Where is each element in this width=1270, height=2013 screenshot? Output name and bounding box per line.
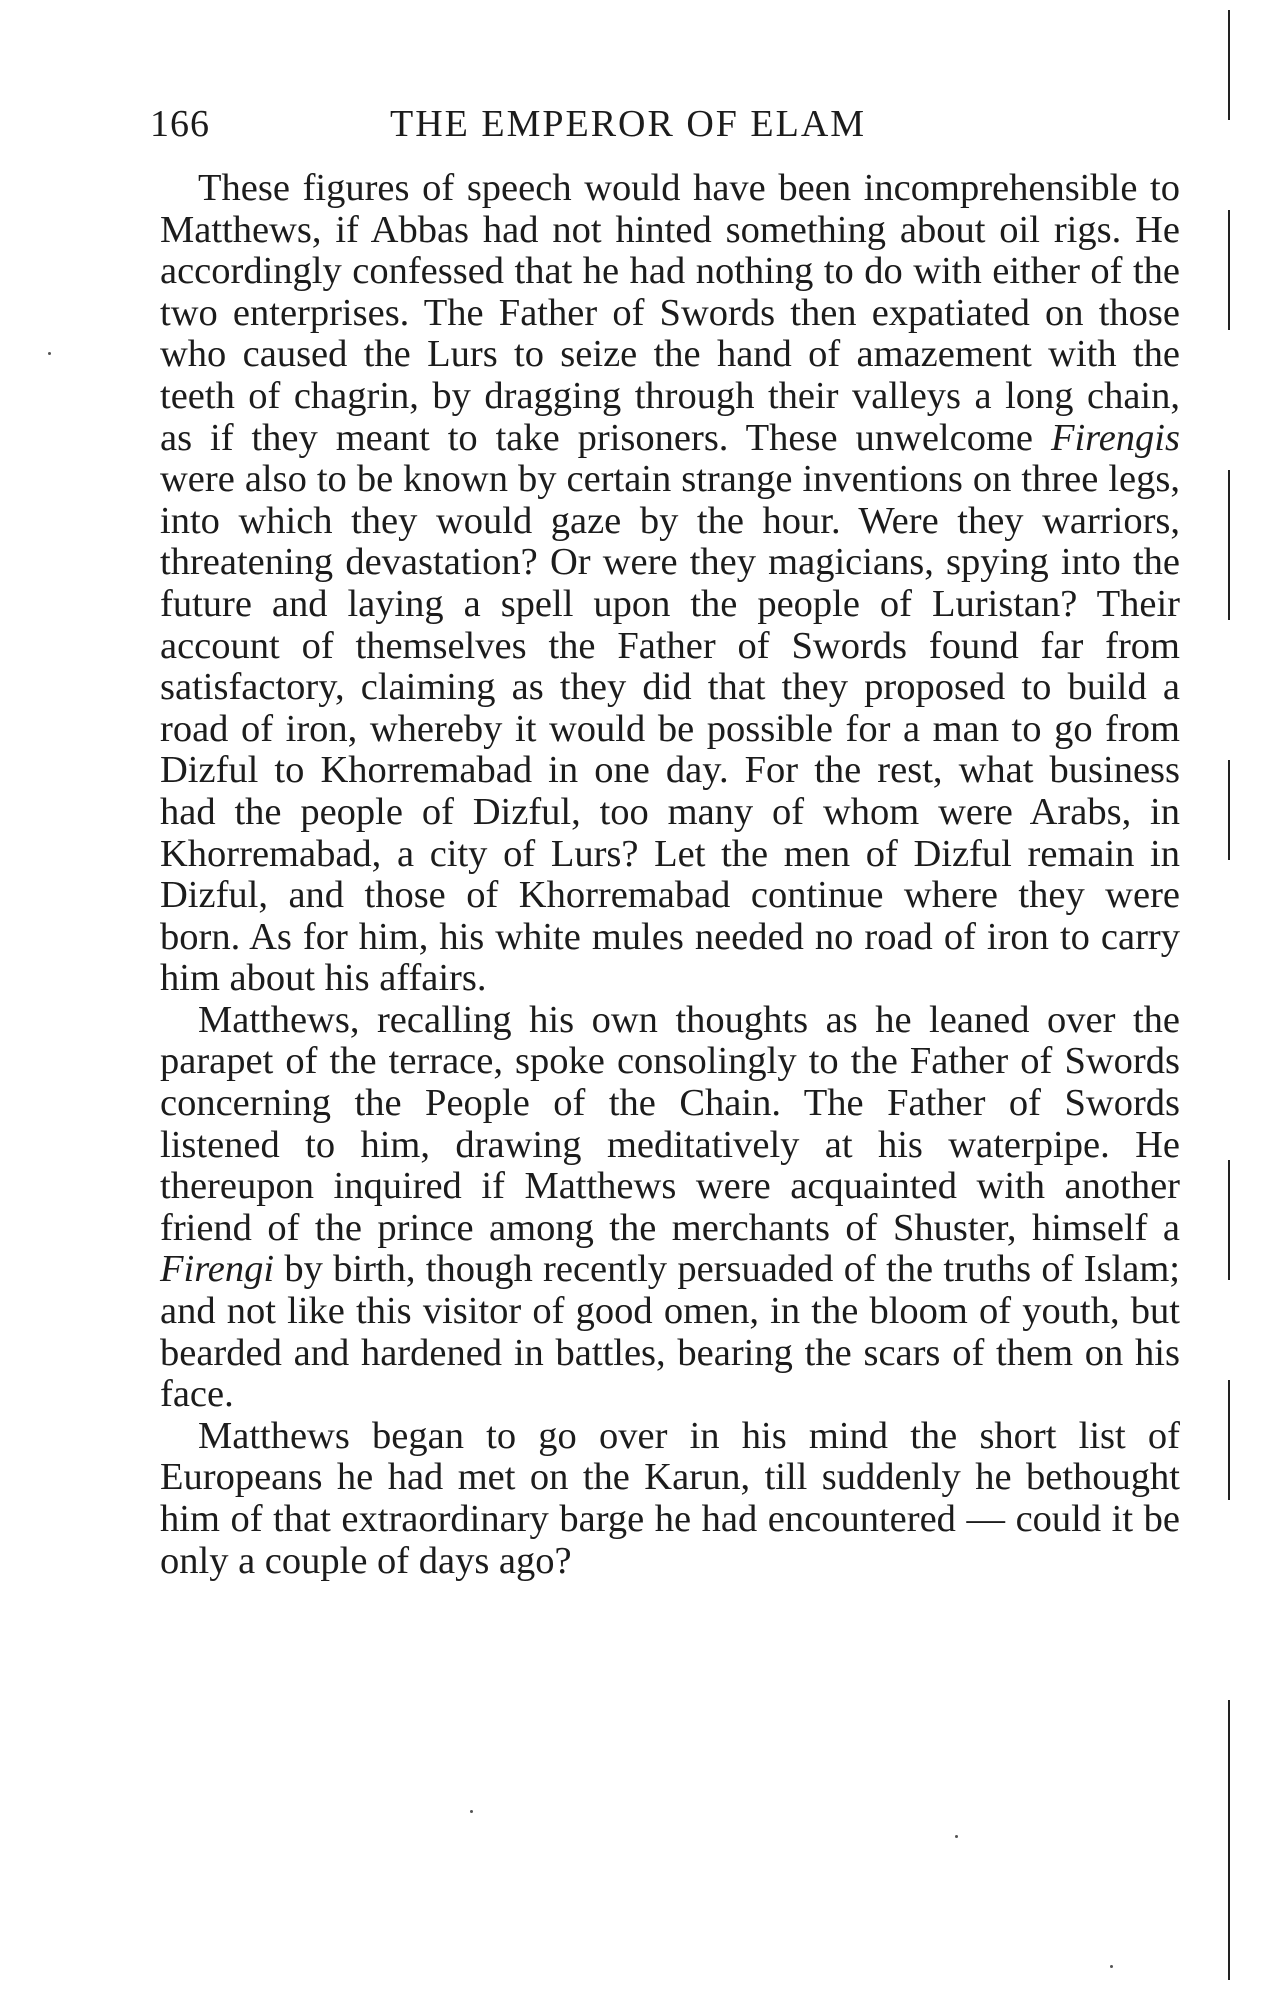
text-run: Matthews, recalling his own thoughts as he leaned over the parapet of the terrace, spoke consolingly to the Father of Swords concerning the People of the Chain. The Father of Swords listened to him, drawing meditatively at his waterpipe. He thereupon inquired if Matthews were acquainted with another friend of the prince among the merchants of Shuster, himself a — [160, 998, 1180, 1249]
text-run: by birth, though recently persuaded of the truths of Islam; and not like this visitor of good omen, in the bloom of youth, but bearded and hardened in battles, bearing the scars of them on his face. — [160, 1248, 1180, 1416]
binding-edge-line — [1228, 10, 1230, 120]
binding-edge-line — [1228, 1380, 1230, 1500]
binding-edge-line — [1228, 210, 1230, 330]
scan-speck — [470, 1810, 473, 1813]
binding-edge-line — [1228, 760, 1230, 860]
scan-speck — [955, 1835, 958, 1838]
scan-speck — [48, 352, 51, 355]
body-text — [160, 168, 1180, 1582]
italic-term: Firengis — [1050, 416, 1180, 459]
paragraph-1 — [160, 168, 1180, 1000]
text-run: Matthews began to go over in his mind the short list of Europeans he had met on the Karun, till suddenly he bethought him of that extraordinary barge he had encountered — could it be only a couple of days ago? — [160, 1414, 1180, 1582]
page-number: 166 — [150, 103, 210, 145]
text-run: were also to be known by certain strange inventions on three legs, into which they would gaze by the hour. Were they warriors, threatening devastation? Or were they magicians, spying into the future and laying a spell upon the people of Luristan? Their account of themselves the Father of Swords found far from satisfactory, claiming as they did that they proposed to build a road of iron, whereby it would be possible for a man to go from Dizful to Khorremabad in one day. For the rest, what business had the people of Dizful, too many of whom were Arabs, in Khorremabad, a city of Lurs? Let the men of Dizful remain in Dizful, and those of Khorremabad continue where they were born. As for him, his white mules needed no road of iron to carry him about his affairs. — [160, 458, 1180, 1000]
binding-edge-line — [1228, 1160, 1230, 1280]
paragraph-2 — [160, 1000, 1180, 1416]
italic-term: Firengi — [160, 1248, 275, 1291]
paragraph-3 — [160, 1416, 1180, 1582]
text-run: These figures of speech would have been incomprehensible to Matthews, if Abbas had not hinted something about oil rigs. He accordingly confessed that he had nothing to do with either of the two enterprises. The Father of Swords then expatiated on those who caused the Lurs to seize the hand of amazement with the teeth of chagrin, by dragging through their valleys a long chain, as if they meant to take prisoners. These unwelcome — [160, 167, 1180, 459]
binding-edge-line — [1228, 470, 1230, 620]
page-header — [150, 96, 990, 152]
scan-speck — [1110, 1965, 1113, 1968]
running-title: THE EMPEROR OF ELAM — [390, 103, 867, 145]
binding-edge-line — [1228, 1700, 1230, 1980]
